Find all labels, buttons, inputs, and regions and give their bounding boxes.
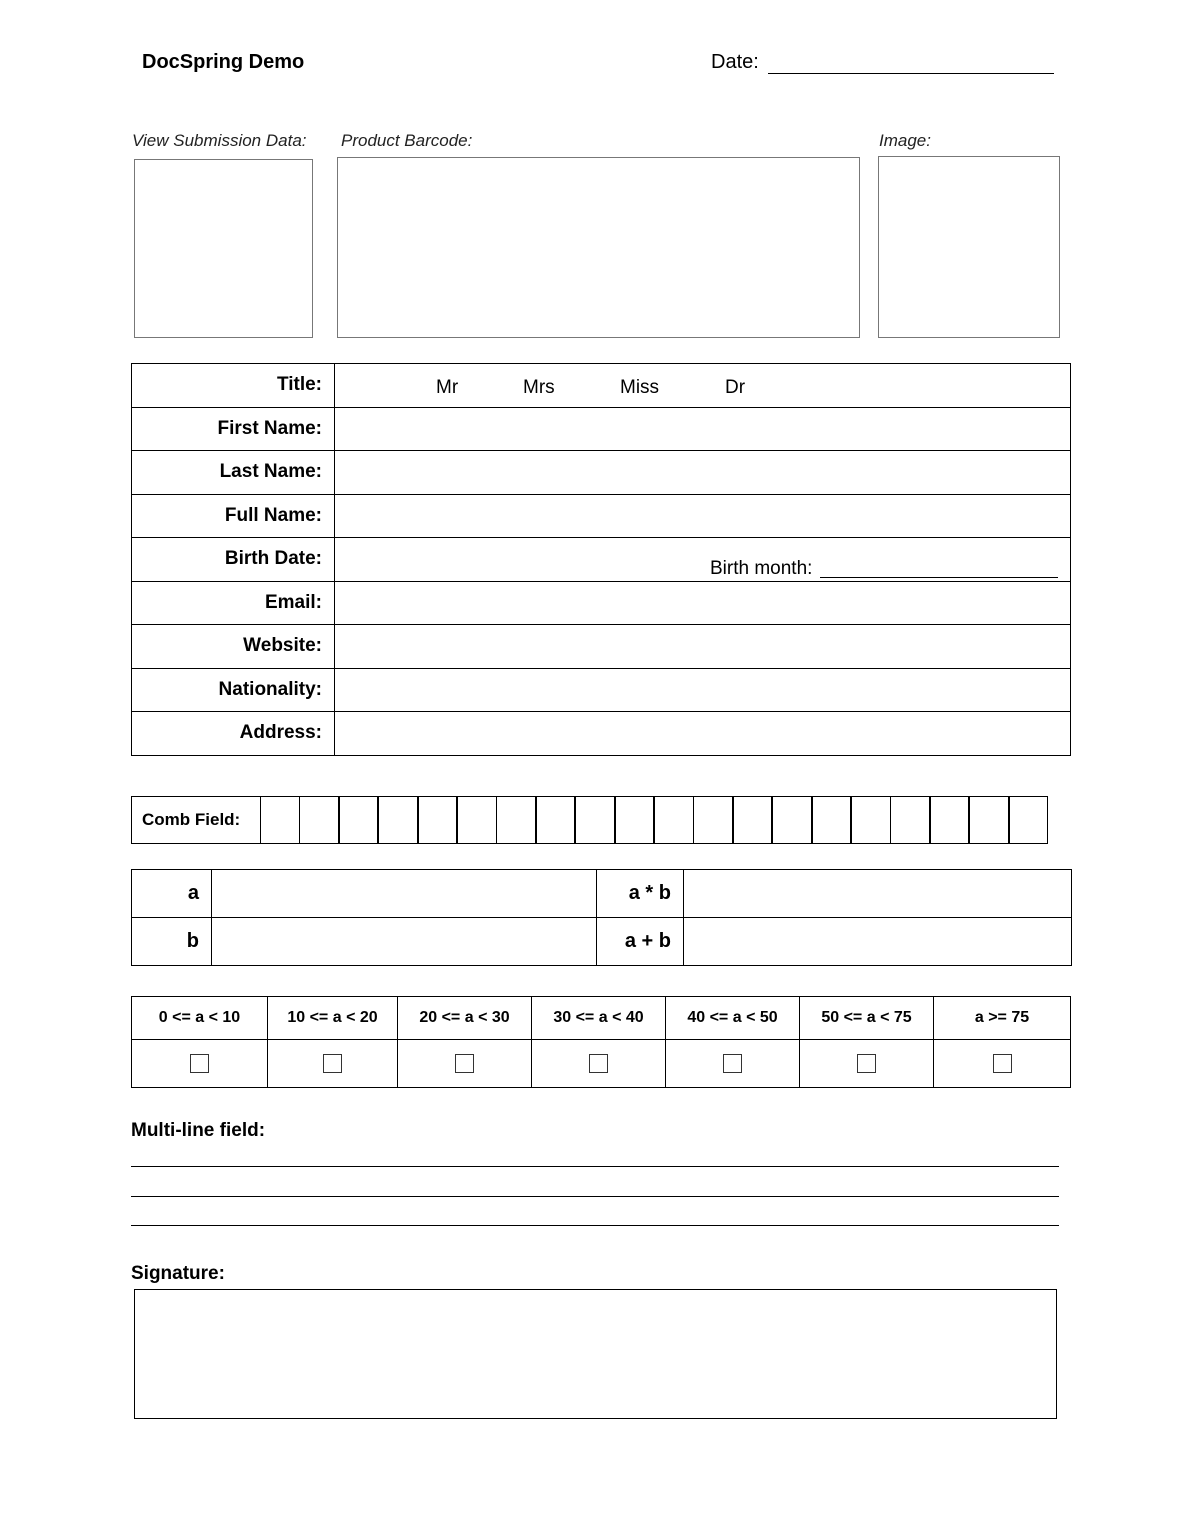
range-header: a >= 75 — [934, 997, 1071, 1040]
range-checkbox[interactable] — [857, 1054, 876, 1073]
range-checkbox[interactable] — [190, 1054, 209, 1073]
range-table — [131, 996, 1071, 1088]
a-times-b-label: a * b — [597, 870, 684, 918]
title-row — [132, 364, 1071, 408]
last-name-row — [132, 451, 1071, 495]
full-name-field[interactable] — [335, 494, 1071, 538]
a-field[interactable] — [212, 870, 597, 918]
nationality-label: Nationality: — [132, 668, 335, 712]
range-checkbox[interactable] — [323, 1054, 342, 1073]
b-label: b — [132, 918, 212, 966]
range-cell — [268, 1040, 398, 1088]
range-cell — [132, 1040, 268, 1088]
range-header: 20 <= a < 30 — [398, 997, 532, 1040]
comb-cell[interactable] — [260, 796, 300, 844]
a-plus-b-field[interactable] — [684, 918, 1072, 966]
comb-cell[interactable] — [812, 796, 852, 844]
range-checkbox[interactable] — [993, 1054, 1012, 1073]
address-label: Address: — [132, 712, 335, 756]
comb-cell[interactable] — [930, 796, 970, 844]
range-cell — [800, 1040, 934, 1088]
address-row — [132, 712, 1071, 756]
nationality-field[interactable] — [335, 668, 1071, 712]
comb-cell[interactable] — [693, 796, 733, 844]
b-field[interactable] — [212, 918, 597, 966]
birth-date-label: Birth Date: — [132, 538, 335, 582]
last-name-label: Last Name: — [132, 451, 335, 495]
comb-cell[interactable] — [536, 796, 576, 844]
product-barcode-label: Product Barcode: — [341, 131, 473, 150]
range-cell — [532, 1040, 666, 1088]
multiline-line[interactable] — [131, 1225, 1059, 1226]
title-options — [335, 364, 1071, 408]
comb-cell[interactable] — [733, 796, 773, 844]
title-option-mr[interactable]: Mr — [436, 377, 459, 398]
image-box[interactable] — [878, 156, 1060, 338]
page-title: DocSpring Demo — [142, 51, 305, 73]
comb-cell[interactable] — [890, 796, 930, 844]
multiline-line[interactable] — [131, 1166, 1059, 1167]
title-option-mrs[interactable]: Mrs — [523, 377, 555, 398]
comb-cell[interactable] — [496, 796, 536, 844]
website-label: Website: — [132, 625, 335, 669]
comb-cell[interactable] — [299, 796, 339, 844]
date-field[interactable] — [768, 73, 1054, 74]
submission-data-box[interactable] — [134, 159, 313, 338]
full-name-label: Full Name: — [132, 494, 335, 538]
range-cell — [934, 1040, 1071, 1088]
calculation-table — [131, 869, 1072, 966]
last-name-field[interactable] — [335, 451, 1071, 495]
comb-cell[interactable] — [615, 796, 655, 844]
submission-data-label: View Submission Data: — [132, 131, 307, 150]
comb-cell[interactable] — [378, 796, 418, 844]
comb-cell[interactable] — [339, 796, 379, 844]
comb-cell[interactable] — [1009, 796, 1049, 844]
email-field[interactable] — [335, 581, 1071, 625]
signature-box[interactable] — [134, 1289, 1057, 1419]
comb-cell[interactable] — [418, 796, 458, 844]
range-checkbox[interactable] — [589, 1054, 608, 1073]
birth-month-field[interactable] — [820, 577, 1058, 578]
first-name-field[interactable] — [335, 407, 1071, 451]
website-field[interactable] — [335, 625, 1071, 669]
first-name-label: First Name: — [132, 407, 335, 451]
range-header: 10 <= a < 20 — [268, 997, 398, 1040]
birth-date-row — [132, 538, 1071, 582]
comb-cell[interactable] — [654, 796, 694, 844]
comb-cell[interactable] — [851, 796, 891, 844]
first-name-row — [132, 407, 1071, 451]
multiline-label: Multi-line field: — [131, 1120, 266, 1141]
range-cell — [398, 1040, 532, 1088]
a-times-b-field[interactable] — [684, 870, 1072, 918]
comb-cell[interactable] — [575, 796, 615, 844]
range-cell — [666, 1040, 800, 1088]
email-row — [132, 581, 1071, 625]
birth-month-label: Birth month: — [710, 558, 813, 579]
full-name-row — [132, 494, 1071, 538]
comb-field-label: Comb Field: — [131, 796, 261, 844]
range-checkbox[interactable] — [723, 1054, 742, 1073]
comb-cell[interactable] — [457, 796, 497, 844]
product-barcode-box[interactable] — [337, 157, 860, 338]
range-header: 0 <= a < 10 — [132, 997, 268, 1040]
personal-info-table — [131, 363, 1071, 756]
range-header: 50 <= a < 75 — [800, 997, 934, 1040]
birth-date-field[interactable] — [335, 538, 1071, 582]
website-row — [132, 625, 1071, 669]
nationality-row — [132, 668, 1071, 712]
title-option-dr[interactable]: Dr — [725, 377, 746, 398]
address-field[interactable] — [335, 712, 1071, 756]
comb-cell[interactable] — [969, 796, 1009, 844]
comb-cell[interactable] — [772, 796, 812, 844]
title-label: Title: — [132, 364, 335, 408]
signature-label: Signature: — [131, 1263, 225, 1284]
title-option-miss[interactable]: Miss — [620, 377, 660, 398]
range-header: 30 <= a < 40 — [532, 997, 666, 1040]
a-plus-b-label: a + b — [597, 918, 684, 966]
multiline-line[interactable] — [131, 1196, 1059, 1197]
range-checkbox[interactable] — [455, 1054, 474, 1073]
image-label: Image: — [879, 131, 931, 150]
date-label: Date: — [711, 51, 759, 73]
a-label: a — [132, 870, 212, 918]
email-label: Email: — [132, 581, 335, 625]
range-header: 40 <= a < 50 — [666, 997, 800, 1040]
